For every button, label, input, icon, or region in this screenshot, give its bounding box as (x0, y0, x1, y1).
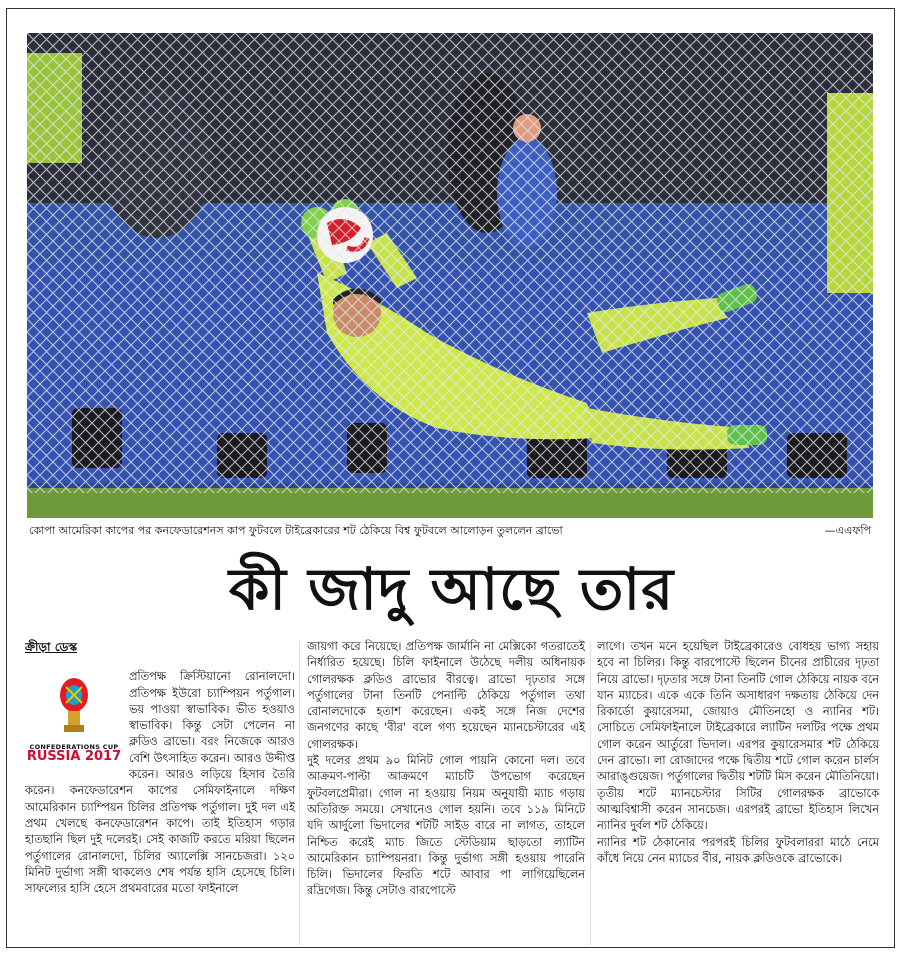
column-divider (299, 641, 300, 945)
photo-caption (27, 518, 873, 544)
article-text-col1: প্রতিপক্ষ ক্রিস্টিয়ানো রোনালদো। প্রতিপক্ষ ইউরো চ্যাম্পিয়ন পর্তুগাল। ভয় পাওয়া স্বাভাবিক। ভীত হওয়াও স্বাভাবিক। কিন্তু সেটা পেলেন না ক্লডিও ব্রাভো। বরং নিজেকে আরও বেশি উৎসাহিত করেন। আরও উদ্দীপ্ত করেন। আরও লড়িয়ে হিসাব তৈরি করেন। কনফেডারেশন কাপের সেমিফাইনালে দক্ষিণ আমেরিকান চ্যাম্পিয়ন চিলির প্রতিপক্ষ পর্তুগাল। দুই দল এই প্রথম খেলছে কনফেডারেশন কাপে। তাই ইতিহাস গড়ার হাতছানি ছিল দুই দলেরই। সেই কাজটি করতে মরিয়া ছিলেন পর্তুগালের রোনালদো, চিলির অ্যালেক্সি সানচেজরা। ১২০ মিনিট দুর্ভাগ্য সঙ্গী থাকলেও শেষ পর্যন্ত হাসি হেসেছে চিলি। সাফল্যের হাসি হেসে প্রথমবারের মতো ফাইনালে (25, 670, 295, 896)
logo-caption: CONFEDERATIONS CUP (29, 743, 119, 752)
caption-text: কোপা আমেরিকা কাপের পর কনফেডারেশনস কাপ ফুটবলে টাইব্রেকারের শট ঠেকিয়ে বিশ্ব ফুটবলে আলোড়ন তুললেন ব্রাভো (29, 524, 563, 537)
logo-title: RUSSIA 2017 (26, 749, 122, 765)
article-text-col3: লাগে। তখন মনে হয়েছিল টাইব্রেকারেও বোধহয় ভাগ্য সহায় হবে না চিলির। কিন্তু বারপোস্টে ছিলেন চীনের প্রাচীরের দৃঢ়তা নিয়ে ব্রাভো। দৃঢ়তার সঙ্গে টানা তিনটি গোল ঠেকিয়ে নায়ক বনে যান ম্যাচের। একে একে তিনি অসাধারণ দক্ষতায় ঠেকিয়ে দেন রিকার্ডো কুয়ারেসমা, জোয়াও মৌতিনহো ও ন্যানির শট। সোচিতে সেমিফাইনালে টাইব্রেকারে ল্যাটিন দলটির পক্ষে প্রথম গোল করেন আর্তুরো ভিদাল। এরপর কুয়ারেসমার শট ঠেকিয়ে দেন ব্রাভো। লা রোজাদের পক্ষে দ্বিতীয় শটে গোল করেন চার্লস আরাঙ্গুয়েজ। পর্তুগালের দ্বিতীয় শটটি মিস করেন মৌতিনিয়ো। তৃতীয় শটে ম্যানচেস্টার সিটির গোলরক্ষক ব্রাভোকে আত্মবিশ্বাসী করেন সানচেজ। এরপরই ব্রাভো ইতিহাস লিখেন ন্যানির দুর্বল শট ঠেকিয়ে। ন্যানির শট ঠেকানোর পরপরই চিলির ফুটবলাররা মাঠে নেমে কাঁধে নিয়ে নেন ম্যাচের বীর, নায়ক ক্লডিওকে ব্রাভোকে। (597, 640, 879, 865)
photo-credit: —এএফপি (824, 524, 871, 537)
newspaper-page (6, 8, 895, 948)
goalkeeper-photo (27, 33, 873, 518)
article-column-3 (597, 639, 879, 948)
article-column-1 (25, 639, 295, 948)
headline: কী জাদু আছে তার (228, 555, 675, 623)
confederations-cup-logo (25, 675, 123, 779)
article-column-2 (307, 639, 585, 948)
desk-label: ক্রীড়া ডেস্ক (25, 640, 78, 654)
trophy-icon (57, 677, 91, 737)
article-text-col2: জায়গা করে নিয়েছে। প্রতিপক্ষ জার্মানি না মেক্সিকো গতরাতেই নির্ধারিত হয়েছে। চিলি ফাইনালে উঠেছে দলীয় অধিনায়ক গোলরক্ষক ক্লডিও ব্রাভোর বীরত্বে। ব্রাভো দৃঢ়তার সঙ্গে পর্তুগালের টানা তিনটি পেনাল্টি ঠেকিয়ে পর্তুগাল তথা রোনালদোকে হতাশ করেছেন। একই সঙ্গে নিজ দেশের জনগণের কাছে 'বীর' বলে গণ্য হয়েছেন ম্যানচেস্টারের এই গোলরক্ষক। দুই দলের প্রথম ৯০ মিনিট গোল পায়নি কোনো দল। তবে আক্রমণ-পাল্টা আক্রমণে ম্যাচটি উপভোগ করেছেন ফুটবলপ্রেমীরা। গোল না হওয়ায় নিয়ম অনুযায়ী ম্যাচ গড়ায় অতিরিক্ত সময়ে। সেখানেও গোল হয়নি। তবে ১১৯ মিনিটে যদি আর্দুলো ভিদালের শটটি সাইড বারে না লাগত, তাহলে নিশ্চিত করেই ম্যাচ জিতে স্টেডিয়াম ছাড়তো ল্যাটিন আমেরিকান চ্যাম্পিয়নরা। কিন্তু দুর্ভাগ্য সঙ্গী হওয়ায় পারেনি চিলি। ভিদালের ফিরতি শটে আবার পা লাগিয়েছিলেন রদ্রিগেজ। কিন্তু সেটাও বারপোস্টে (307, 640, 585, 898)
column-divider (590, 641, 591, 945)
